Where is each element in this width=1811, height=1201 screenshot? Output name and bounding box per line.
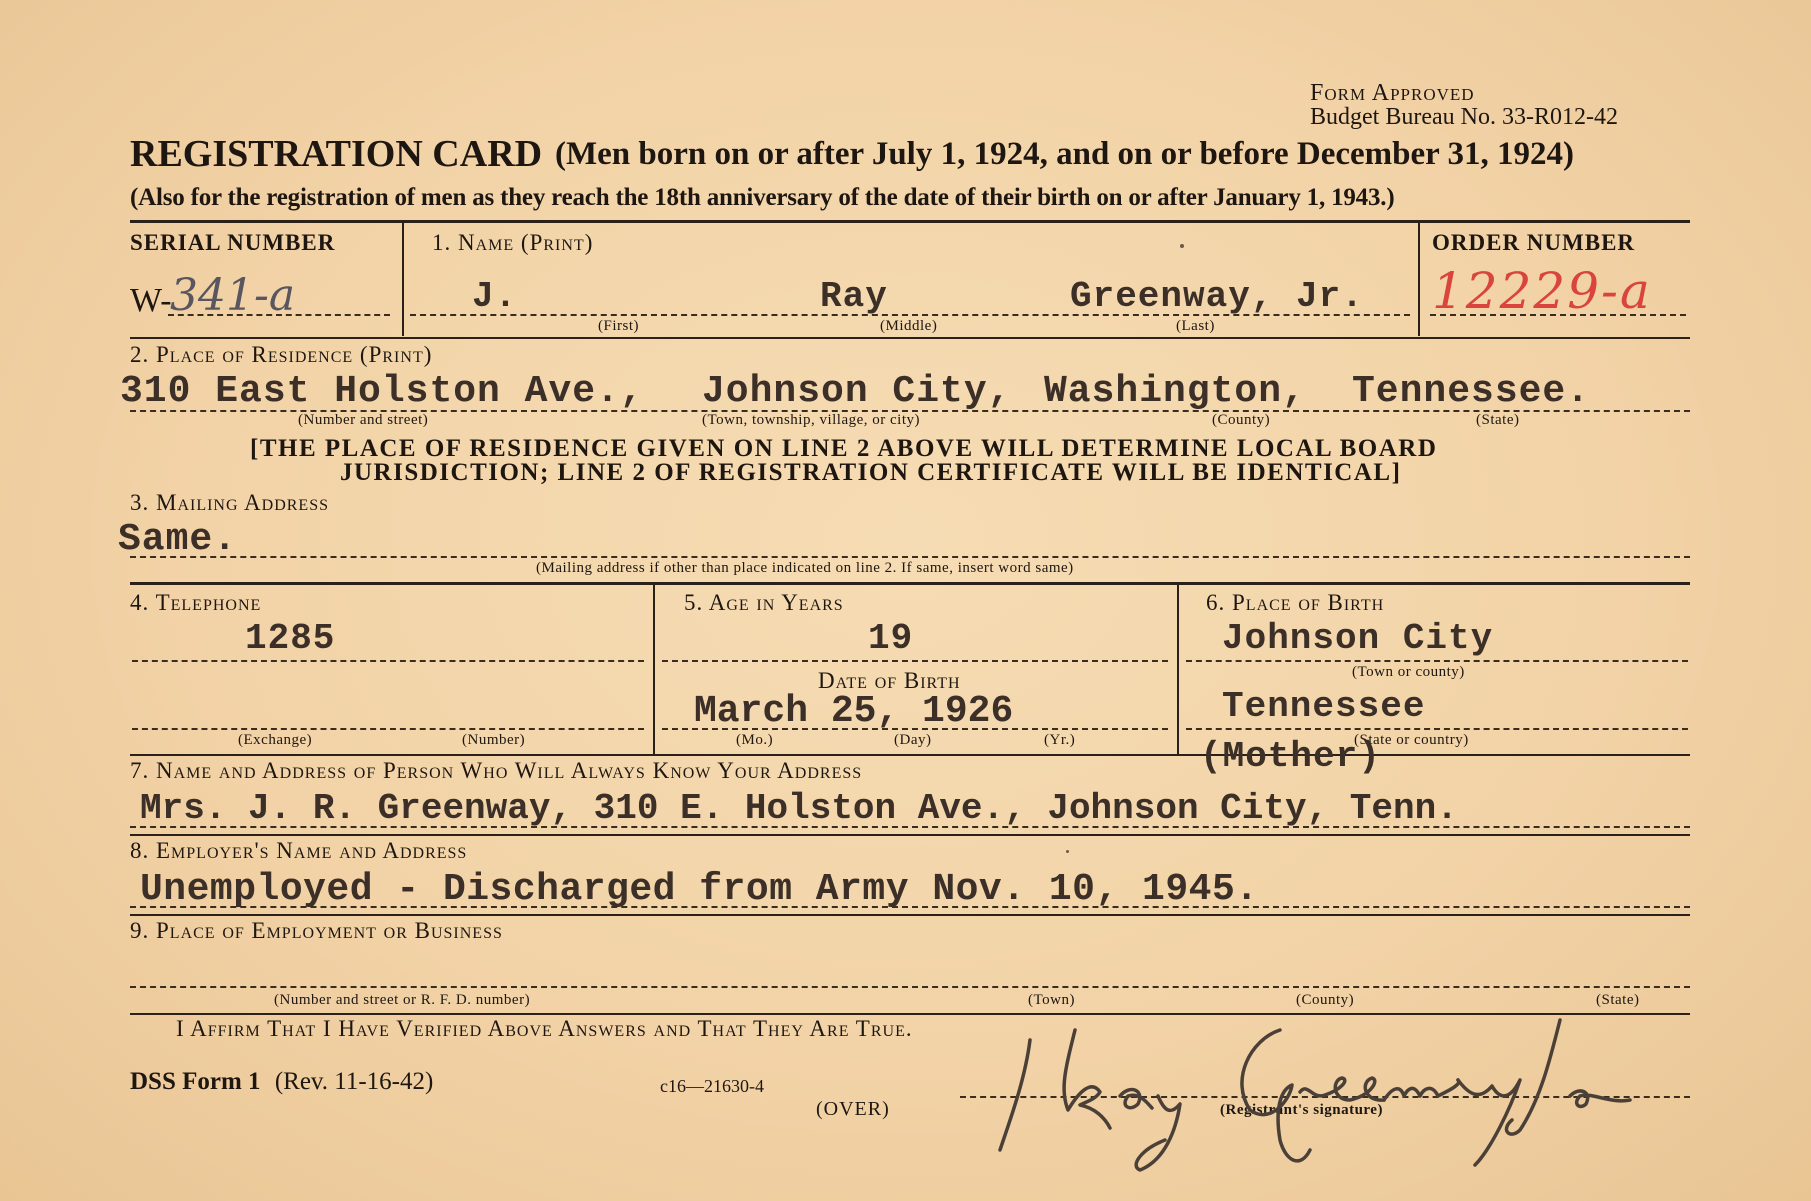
serial-value: 341-a <box>170 270 296 321</box>
birthplace-label: 6. Place of Birth <box>1206 590 1385 615</box>
birthplace-state: Tennessee <box>1222 686 1426 727</box>
pencil-mark <box>1066 850 1069 853</box>
pencil-mark <box>1180 244 1184 248</box>
row7-rule <box>130 834 1690 836</box>
form-revision: (Rev. 11-16-42) <box>274 1068 434 1095</box>
over-label: (OVER) <box>816 1098 890 1120</box>
dob-line <box>662 728 1168 730</box>
residence-county: Washington, <box>1044 370 1306 413</box>
row6-rule <box>130 754 1690 756</box>
card-note: (Also for the registration of men as they reach the 18th anniversary of the date of their birth on or after January 1, 1943.) <box>130 184 1395 211</box>
mailing-label: 3. Mailing Address <box>130 490 329 515</box>
affirmation-text: I Affirm That I Have Verified Above Answers and That They Are True. <box>176 1016 913 1041</box>
residence-label: 2. Place of Residence (Print) <box>130 342 433 367</box>
residence-town-caption: (Town, township, village, or city) <box>702 412 920 428</box>
dob-year-caption: (Yr.) <box>1044 732 1076 748</box>
age-divider <box>1177 584 1179 754</box>
mailing-value: Same. <box>118 518 238 561</box>
age-value: 19 <box>868 618 914 659</box>
signature-caption: (Registrant's signature) <box>1220 1102 1383 1118</box>
name-last-caption: (Last) <box>1176 318 1215 334</box>
serial-divider <box>402 222 404 336</box>
residence-street: 310 East Holston Ave., <box>120 370 644 413</box>
telephone-exchange-caption: (Exchange) <box>238 732 313 748</box>
form-id: DSS Form 1 <box>130 1068 261 1095</box>
name-middle-caption: (Middle) <box>880 318 938 334</box>
row3-rule <box>130 582 1690 585</box>
contact-relation: (Mother) <box>1200 736 1381 777</box>
name-middle: Ray <box>820 276 888 317</box>
residence-state-caption: (State) <box>1476 412 1520 428</box>
employment-county-caption: (County) <box>1296 992 1355 1008</box>
birthplace-town: Johnson City <box>1222 618 1494 659</box>
name-first: J. <box>472 276 518 317</box>
mailing-line <box>130 556 1690 558</box>
employment-label: 9. Place of Employment or Business <box>130 918 503 943</box>
employment-street-caption: (Number and street or R. F. D. number) <box>274 992 531 1008</box>
serial-label: SERIAL NUMBER <box>130 230 336 255</box>
residence-state: Tennessee. <box>1352 370 1591 413</box>
residence-county-caption: (County) <box>1212 412 1271 428</box>
residence-notice-line1: [THE PLACE OF RESIDENCE GIVEN ON LINE 2 ABOVE WILL DETERMINE LOCAL BOARD <box>250 435 1438 462</box>
birthplace-state-caption: (State or country) <box>1354 732 1469 748</box>
telephone-label: 4. Telephone <box>130 590 262 615</box>
dob-label: Date of Birth <box>818 668 961 693</box>
residence-notice-line2: JURISDICTION; LINE 2 OF REGISTRATION CERTIFICATE WILL BE IDENTICAL] <box>340 459 1402 486</box>
mailing-caption: (Mailing address if other than place indicated on line 2. If same, insert word same) <box>536 560 1074 576</box>
contact-line <box>130 826 1690 828</box>
telephone-number-caption: (Number) <box>462 732 526 748</box>
telephone-line2 <box>132 728 644 730</box>
print-code: c16—21630-4 <box>660 1076 764 1096</box>
residence-street-caption: (Number and street) <box>298 412 429 428</box>
birthplace-town-caption: (Town or county) <box>1352 664 1465 680</box>
birthplace-line1 <box>1186 660 1688 662</box>
order-divider <box>1418 222 1420 336</box>
dob-month-caption: (Mo.) <box>736 732 774 748</box>
name-label: 1. Name (Print) <box>432 230 594 255</box>
form-approved-label: Form Approved <box>1310 80 1475 106</box>
name-line <box>410 314 1410 316</box>
age-line <box>662 660 1168 662</box>
order-line <box>1430 314 1686 316</box>
form-id-line <box>130 1068 433 1096</box>
employer-label: 8. Employer's Name and Address <box>130 838 468 863</box>
dob-day-caption: (Day) <box>894 732 932 748</box>
age-label: 5. Age in Years <box>684 590 844 615</box>
employment-line <box>130 986 1690 988</box>
name-last: Greenway, Jr. <box>1070 276 1364 317</box>
birthplace-line2 <box>1186 728 1688 730</box>
residence-town: Johnson City, <box>702 370 1012 413</box>
card-title: REGISTRATION CARD <box>130 133 543 175</box>
contact-value: Mrs. J. R. Greenway, 310 E. Holston Ave., Johnson City, Tenn. <box>140 788 1458 829</box>
employment-town-caption: (Town) <box>1028 992 1075 1008</box>
registrant-signature <box>980 1000 1680 1180</box>
telephone-value: 1285 <box>245 618 336 659</box>
telephone-divider <box>653 584 655 754</box>
order-label: ORDER NUMBER <box>1432 230 1636 255</box>
card-subtitle: (Men born on or after July 1, 1924, and on or before December 31, 1924) <box>555 136 1574 172</box>
employment-state-caption: (State) <box>1596 992 1640 1008</box>
row8-rule <box>130 914 1690 916</box>
name-first-caption: (First) <box>598 318 639 334</box>
employer-line <box>130 906 1690 908</box>
budget-bureau-number: Budget Bureau No. 33-R012-42 <box>1310 104 1618 130</box>
contact-label: 7. Name and Address of Person Who Will Always Know Your Address <box>130 758 863 783</box>
top-rule <box>130 220 1690 223</box>
serial-prefix: W- <box>130 282 172 319</box>
row1-rule <box>130 337 1690 339</box>
order-value: 12229-a <box>1432 262 1652 320</box>
employer-value: Unemployed - Discharged from Army Nov. 10, 1945. <box>140 868 1259 911</box>
telephone-line1 <box>132 660 644 662</box>
serial-line <box>168 314 390 316</box>
dob-value: March 25, 1926 <box>694 690 1014 733</box>
